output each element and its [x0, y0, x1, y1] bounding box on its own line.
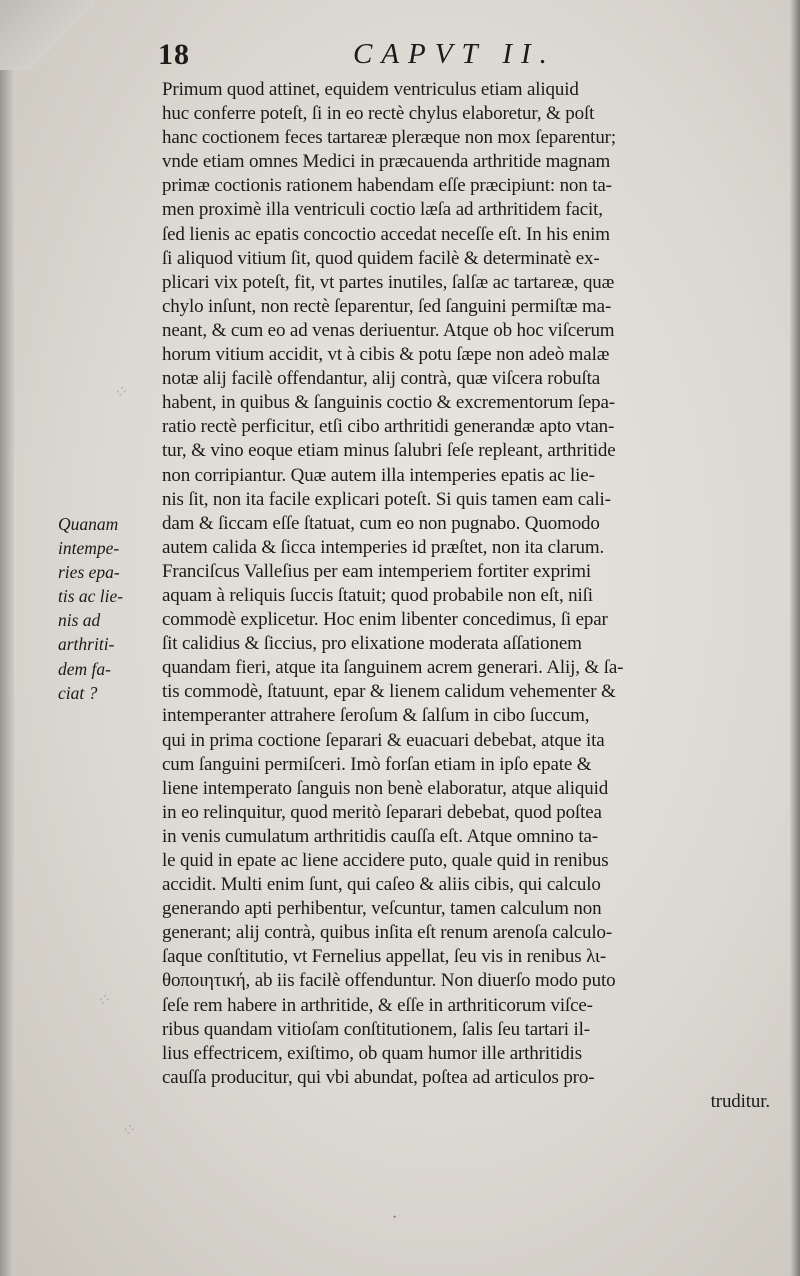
text-line: lius effectricem, exiſtimo, ob quam humor ille arthritidis — [162, 1042, 582, 1064]
text-line: cum ſanguini permiſceri. Imò forſan etiam in ipſo epate & — [162, 753, 592, 775]
text-line: aquam à reliquis ſuccis ſtatuit; quod probabile non eſt, niſi — [162, 584, 593, 606]
text-line: quandam fieri, atque ita ſanguinem acrem generari. Alij, & ſa- — [162, 657, 624, 679]
text-line: notæ alij facilè offendantur, alij contrà, quæ viſcera robuſta — [162, 368, 601, 390]
text-line: Primum quod attinet, equidem ventriculus etiam aliquid — [162, 79, 579, 100]
text-line: intemperanter attrahere ſeroſum & ſalſum in cibo ſuccum, — [162, 705, 590, 727]
text-line: ſi aliquod vitium ſit, quod quidem facilè & determinatè ex- — [162, 247, 600, 269]
text-line: vnde etiam omnes Medici in præcauenda arthritide magnam — [162, 151, 611, 173]
ink-speck: · — [392, 1209, 398, 1226]
margin-note-line: tis ac lie- — [58, 586, 124, 607]
page-edge-shadow — [790, 0, 800, 1276]
text-line: chylo inſunt, non rectè ſeparentur, ſed ſanguini permiſtæ ma- — [162, 295, 612, 317]
text-line: neant, & cum eo ad venas deriuentur. Atque ob hoc viſcerum — [162, 319, 615, 341]
text-line: plicari vix poteſt, fit, vt partes inutiles, ſalſæ ac tartareæ, quæ — [162, 271, 615, 293]
text-line: nis ſit, non ita facile explicari poteſt. Si quis tamen eam cali- — [162, 488, 611, 510]
margin-note-line: ries epa- — [58, 562, 120, 583]
margin-note — [58, 512, 162, 705]
text-line: in venis cumulatum arthritidis cauſſa eſt. Atque omnino ta- — [162, 825, 598, 847]
bleed-through-mark: ⁘ — [95, 990, 111, 1010]
text-line: truditur. — [710, 1090, 770, 1112]
text-line: ſed lienis ac epatis concoctio accedat neceſſe eſt. In his enim — [162, 223, 610, 245]
text-line: commodè explicetur. Hoc enim libenter concedimus, ſi epar — [162, 609, 608, 631]
page-number: 18 — [158, 38, 190, 71]
page-corner-fold — [0, 0, 95, 70]
text-line: non corripiantur. Quæ autem illa intemperies epatis ac lie- — [162, 464, 595, 486]
text-line: habent, in quibus & ſanguinis coctio & excrementorum ſepa- — [162, 392, 615, 414]
text-line: generant; alij contrà, quibus inſita eſt renum arenoſa calculo- — [162, 922, 613, 944]
text-line: men proximè illa ventriculi coctio læſa ad arthritidem facit, — [162, 199, 603, 221]
text-line: cauſſa producitur, qui vbi abundat, poſtea ad articulos pro- — [162, 1066, 595, 1088]
text-line: ſit calidius & ſiccius, pro elixatione moderata aſſationem — [162, 633, 582, 655]
margin-note-line: dem fa- — [58, 658, 111, 679]
text-line: primæ coctionis rationem habendam eſſe præcipiunt: non ta- — [162, 175, 612, 197]
page-gutter-shadow — [0, 0, 14, 1276]
text-line: qui in prima coctione ſeparari & euacuari debebat, atque ita — [162, 729, 605, 751]
running-head: CAPVT II. — [353, 38, 556, 70]
text-line: in eo relinquitur, quod meritò ſeparari debebat, quod poſtea — [162, 801, 602, 823]
text-line: tis commodè, ſtatuunt, epar & lienem calidum vehementer & — [162, 681, 616, 703]
text-line: θοποιητική, ab iis facilè offenduntur. Non diuerſo modo puto — [162, 970, 616, 992]
text-line: generando apti perhibentur, veſcuntur, tamen calculum non — [162, 898, 602, 920]
body-text — [162, 78, 770, 1114]
text-line: Franciſcus Valleſius per eam intemperiem fortiter exprimi — [162, 560, 592, 582]
text-line: accidit. Multi enim ſunt, qui caſeo & aliis cibis, qui calculo — [162, 874, 601, 896]
text-line: autem calida & ſicca intemperies id præſtet, non ita clarum. — [162, 536, 605, 558]
text-line: tur, & vino eoque etiam minus ſalubri ſeſe repleant, arthritide — [162, 440, 616, 462]
text-line: ribus quandam vitioſam conſtitutionem, ſalis ſeu tartari il- — [162, 1018, 590, 1040]
bleed-through-mark: ⁘ — [120, 1120, 136, 1140]
text-line: le quid in epate ac liene accidere puto, quale quid in renibus — [162, 850, 609, 871]
text-line: ſaque conſtitutio, vt Fernelius appellat, ſeu vis in renibus λι- — [162, 946, 607, 968]
bleed-through-mark: ⁘ — [112, 382, 128, 402]
page-header — [158, 38, 768, 82]
text-line: liene intemperato ſanguis non benè elaboratur, atque aliquid — [162, 777, 609, 799]
margin-note-line: Quanam — [58, 514, 119, 534]
text-line: dam & ſiccam eſſe ſtatuat, cum eo non pugnabo. Quomodo — [162, 512, 600, 534]
margin-note-line: ciat ? — [58, 682, 98, 703]
text-line: hanc coctionem feces tartareæ pleræque non mox ſeparentur; — [162, 127, 616, 149]
text-line: ſeſe rem habere in arthritide, & eſſe in arthriticorum viſce- — [162, 994, 593, 1016]
margin-note-line: intempe- — [58, 538, 120, 559]
margin-note-line: nis ad — [58, 610, 101, 631]
text-line: huc conferre poteſt, ſi in eo rectè chylus elaboretur, & poſt — [162, 103, 595, 125]
text-line: horum vitium accidit, vt à cibis & potu ſæpe non adeò malæ — [162, 344, 610, 366]
margin-note-line: arthriti- — [58, 634, 115, 655]
text-line: ratio rectè perficitur, etſi cibo arthritidi generandæ apto vtan- — [162, 416, 615, 438]
